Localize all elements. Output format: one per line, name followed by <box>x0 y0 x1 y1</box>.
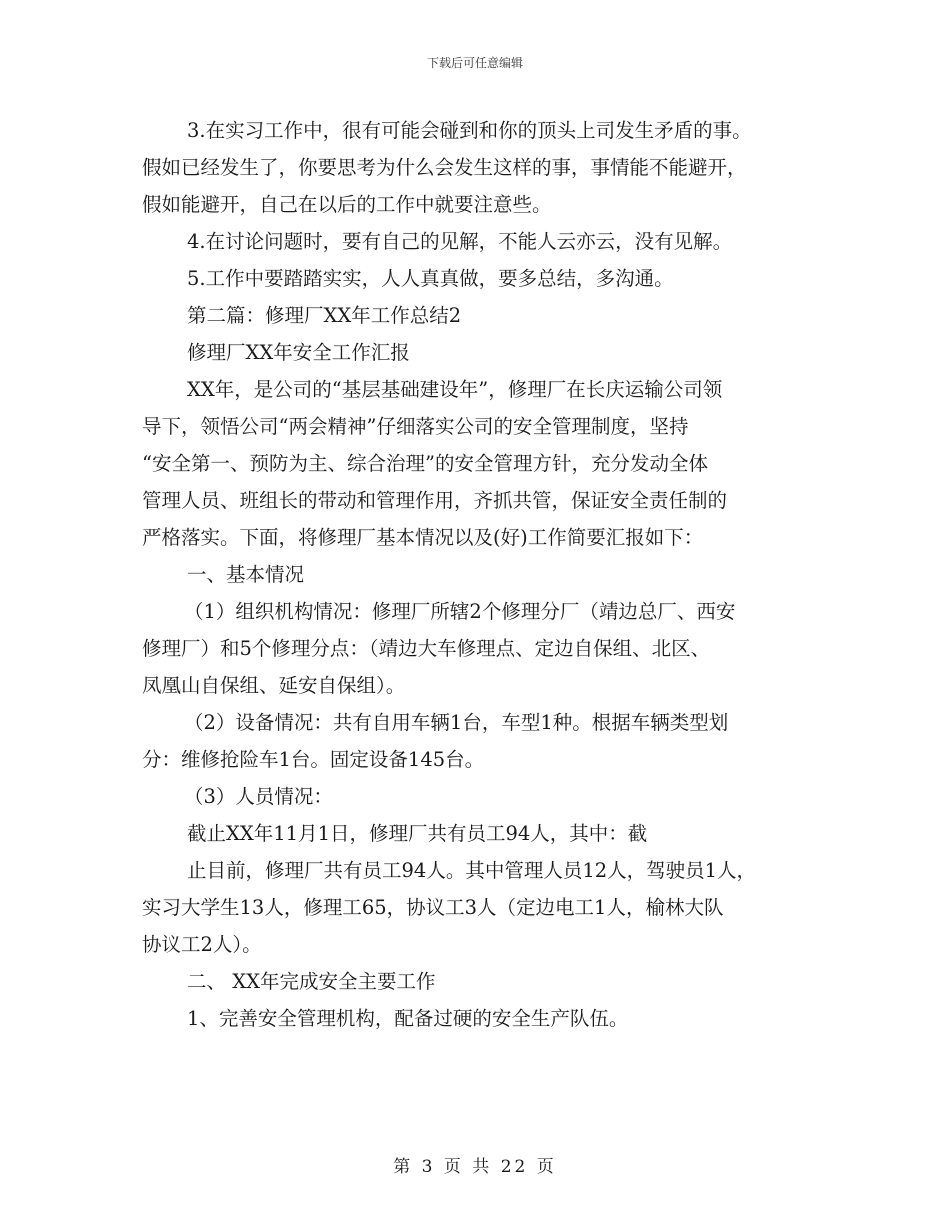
text-line: 分：维修抢险车1台。固定设备145台。 <box>142 748 485 771</box>
text-line: 假如已经发生了，你要思考为什么会发生这样的事，事情能不能避开， <box>142 156 747 179</box>
text-line: （2）设备情况：共有自用车辆1台，车型1种。根据车辆类型划 <box>184 711 729 734</box>
text-line: 修理厂）和5个修理分点：（靖边大车修理点、定边自保组、北区、 <box>142 637 711 660</box>
text-line: 严格落实。下面，将修理厂基本情况以及(好)工作简要汇报如下： <box>142 526 704 549</box>
text-line: 修理厂XX年安全工作汇报 <box>187 341 410 364</box>
page-footer: 第 3 页 共 22 页 <box>393 1157 557 1177</box>
text-line: 实习大学生13人，修理工65，协议工3人（定边电工1人，榆林大队 <box>142 896 724 919</box>
text-line: 二、 XX年完成安全主要工作 <box>187 970 436 993</box>
text-line: “安全第一、预防为主、综合治理”的安全管理方针，充分发动全体 <box>142 452 708 475</box>
document-body <box>142 112 832 1037</box>
text-line: XX年，是公司的“基层基础建设年”，修理厂在长庆运输公司领 <box>187 378 723 401</box>
text-line: 凤凰山自保组、延安自保组）。 <box>142 674 406 697</box>
text-line: 一、基本情况 <box>187 563 305 586</box>
text-line: 5.工作中要踏踏实实，人人真真做，要多总结，多沟通。 <box>187 267 674 290</box>
text-line: 1、完善安全管理机构，配备过硬的安全生产队伍。 <box>187 1007 629 1030</box>
text-line: 协议工2人）。 <box>142 933 262 956</box>
text-line: 3.在实习工作中，很有可能会碰到和你的顶头上司发生矛盾的事。 <box>187 119 752 142</box>
text-line: 截止XX年11月1日，修理厂共有员工94人，其中：截 <box>187 822 648 845</box>
text-line: 4.在讨论问题时，要有自己的见解，不能人云亦云，没有见解。 <box>187 230 733 253</box>
text-line: 导下，领悟公司“两会精神”仔细落实公司的安全管理制度，坚持 <box>142 415 689 438</box>
text-line: 止目前，修理厂共有员工94人。其中管理人员12人，驾驶员1人， <box>187 859 757 882</box>
text-line: （1）组织机构情况：修理厂所辖2个修理分厂（靖边总厂、西安 <box>184 600 736 623</box>
text-line: 管理人员、班组长的带动和管理作用，齐抓共管，保证安全责任制的 <box>142 489 728 512</box>
text-line: 假如能避开，自己在以后的工作中就要注意些。 <box>142 193 552 216</box>
text-line: （3）人员情况： <box>184 785 333 808</box>
page-header: 下载后可任意编辑 <box>426 56 523 70</box>
text-line: 第二篇：修理厂XX年工作总结2 <box>187 304 462 327</box>
